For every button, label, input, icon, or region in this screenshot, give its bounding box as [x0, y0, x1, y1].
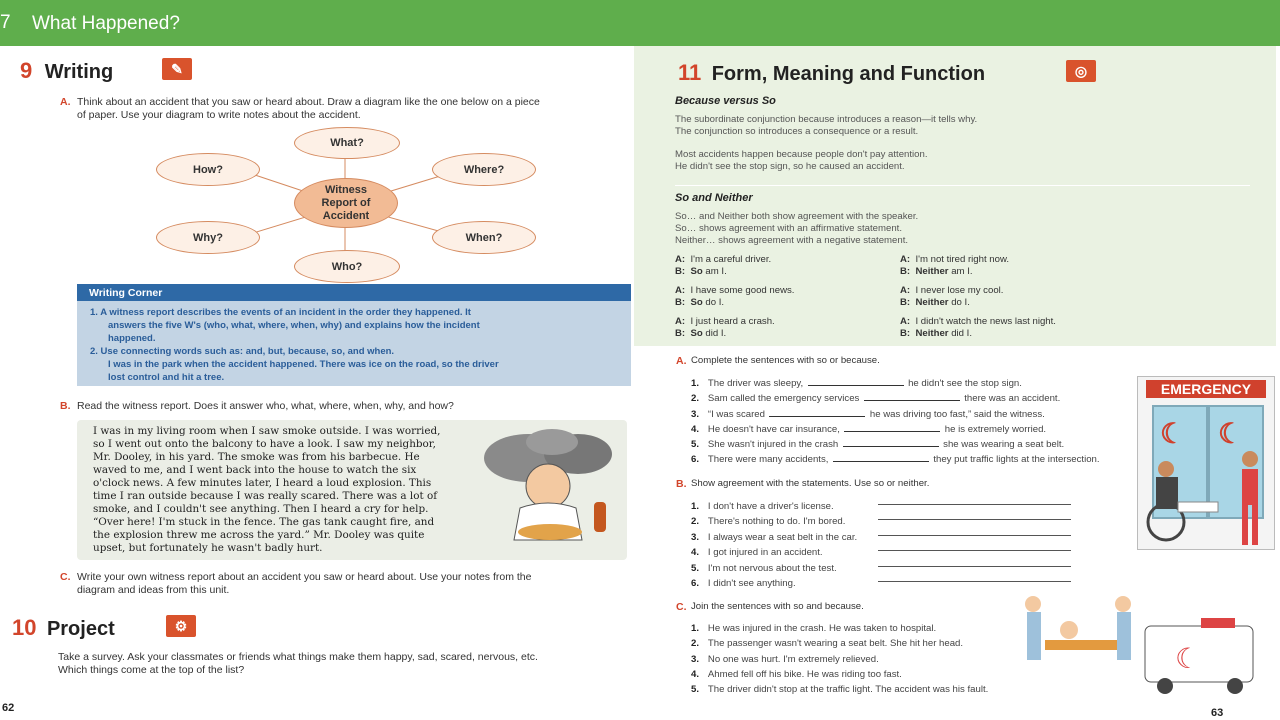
- dialog-a: I never lose my cool.: [915, 285, 1004, 296]
- center-label: Accident: [322, 209, 370, 222]
- answer-line[interactable]: [878, 550, 1071, 551]
- grammar-because-so: [675, 114, 1255, 173]
- corner-line: answers the five W's (who, what, where, when, why) and explains how the incident: [108, 320, 480, 331]
- grammar-line: The subordinate conjunction because introduces a reason—it tells why.: [675, 114, 978, 125]
- item-text: There's nothing to do. I'm bored.: [707, 516, 846, 528]
- dialog-b: do I.: [951, 297, 970, 308]
- item-text: I got injured in an accident.: [707, 547, 823, 559]
- fill-blank[interactable]: [843, 438, 939, 447]
- item-number: 2.: [691, 393, 700, 405]
- answer-line[interactable]: [878, 581, 1071, 582]
- project-gears-icon: ⚙: [166, 615, 196, 637]
- grammar-subtitle: Because versus So: [675, 95, 776, 107]
- dialog-a: I didn't watch the news last night.: [915, 316, 1056, 327]
- wheelchair-patient-illustration: [1138, 447, 1274, 547]
- grammar-divider: [675, 185, 1250, 186]
- grammar-subtitle: So and Neither: [675, 192, 753, 204]
- diagram-node-who: Who?: [294, 250, 400, 283]
- exercise-b-list: [691, 496, 871, 588]
- instruction-line: diagram and ideas from this unit.: [77, 584, 230, 596]
- diagram-node-what: What?: [294, 127, 400, 159]
- list-item: [691, 449, 1131, 464]
- answer-line[interactable]: [878, 504, 1071, 505]
- fill-blank[interactable]: [833, 453, 929, 462]
- dialog-examples-neither: [900, 254, 1180, 340]
- dialog-b-keyword: So: [690, 266, 703, 277]
- section-title: Project: [46, 618, 115, 640]
- diagram-node-where: Where?: [432, 153, 536, 186]
- item-text: He doesn't have car insurance,: [707, 423, 840, 435]
- story-line: so I went out onto the balcony to have a look. I saw my neighbor,: [93, 438, 436, 450]
- speaker-a-label: A:: [900, 285, 911, 296]
- item-number: 6.: [691, 454, 700, 466]
- story-line: Mr. Dooley, in his yard. The smoke was from his barbecue. He: [93, 451, 420, 463]
- grammar-so-neither: [675, 211, 1255, 247]
- item-number: 4.: [691, 423, 700, 435]
- grammar-line: He didn't see the stop sign, so he caused an accident.: [675, 161, 905, 172]
- project-line: Take a survey. Ask your classmates or friends what things make them happy, sad, scared, nervous, etc.: [58, 651, 538, 663]
- section-title: Writing: [44, 61, 114, 83]
- answer-line[interactable]: [878, 519, 1071, 520]
- story-line: o'clock news. A few minutes later, I heard a loud explosion. This: [93, 477, 432, 489]
- section-project-heading: [12, 615, 115, 641]
- spiral-icon: ◎: [1066, 60, 1096, 82]
- exercise-c-instructions: [77, 571, 637, 597]
- exercise-b-instructions: Read the witness report. Does it answer who, what, where, when, why, and how?: [77, 400, 454, 412]
- project-text: [58, 651, 628, 677]
- grammar-line: Most accidents happen because people don't pay attention.: [675, 149, 928, 160]
- dialog-pair: [675, 316, 895, 340]
- exercise-b-instructions: Show agreement with the statements. Use so or neither.: [691, 478, 930, 489]
- speaker-a-label: A:: [675, 316, 686, 327]
- grammar-line: Neither… shows agreement with a negative statement.: [675, 235, 909, 246]
- dialog-pair: [675, 285, 895, 309]
- list-item: [691, 404, 1131, 419]
- dialog-pair: [900, 254, 1180, 278]
- page-number-left: 62: [2, 702, 15, 714]
- dialog-a: I just heard a crash.: [690, 316, 775, 327]
- item-number: 5.: [691, 439, 700, 451]
- fill-blank[interactable]: [864, 392, 960, 401]
- item-text: “I was scared: [707, 408, 765, 420]
- story-line: the explosion threw me across the yard.” Mr. Dooley was quite: [93, 529, 425, 541]
- dialog-b-keyword: Neither: [915, 266, 949, 277]
- exercise-c-list: [691, 618, 1021, 694]
- exercise-a-instructions: Complete the sentences with so or because.: [691, 355, 880, 366]
- speaker-b-label: B:: [675, 297, 686, 308]
- story-line: time I ran outside because I was really scared. There was a lot of: [93, 490, 438, 502]
- dialog-a: I have some good news.: [690, 285, 795, 296]
- exercise-c-instructions: Join the sentences with so and because.: [691, 601, 864, 612]
- grammar-line: The conjunction so introduces a consequence or a result.: [675, 126, 919, 137]
- dialog-pair: [900, 285, 1180, 309]
- speaker-b-label: B:: [900, 328, 911, 339]
- instruction-line: of paper. Use your diagram to write notes about the accident.: [77, 109, 361, 121]
- dialog-pair: [900, 316, 1180, 340]
- list-item: [691, 511, 871, 526]
- list-item: [691, 649, 1021, 664]
- exercise-letter: B.: [60, 400, 71, 412]
- speaker-b-label: B:: [900, 266, 911, 277]
- speaker-a-label: A:: [900, 316, 911, 327]
- section-writing-heading: [20, 58, 113, 84]
- dialog-b-keyword: Neither: [915, 297, 949, 308]
- witness-report-text: [93, 425, 473, 555]
- exercise-letter: C.: [60, 571, 71, 583]
- item-text: Ahmed fell off his bike. He was riding too fast.: [707, 668, 902, 680]
- dialog-b: did I.: [705, 328, 727, 339]
- story-line: smoke, and I couldn't see anything. Then I heard a cry for help.: [93, 503, 429, 515]
- story-line: waved to me, and I went back into the house to watch the six: [93, 464, 417, 476]
- section-fmf-heading: [678, 60, 985, 86]
- list-item: [691, 573, 871, 588]
- corner-line: 2. Use connecting words such as: and, but, because, so, and when.: [90, 346, 395, 357]
- list-item: [691, 373, 1131, 388]
- diagram-node-why: Why?: [156, 221, 260, 254]
- speaker-b-label: B:: [675, 328, 686, 339]
- item-number: 4.: [691, 668, 700, 680]
- list-item: [691, 679, 1021, 694]
- item-text: I don't have a driver's license.: [707, 501, 834, 512]
- grammar-line: So… shows agreement with an affirmative statement.: [675, 223, 902, 234]
- item-number: 4.: [691, 547, 700, 559]
- svg-text:☾: ☾: [1175, 642, 1201, 675]
- item-number: 2.: [691, 638, 700, 650]
- writing-corner-content: [90, 306, 620, 384]
- list-item: [691, 664, 1021, 679]
- item-number: 5.: [691, 684, 700, 696]
- item-number: 3.: [691, 653, 700, 665]
- dialog-a: I'm a careful driver.: [690, 254, 772, 265]
- barbecue-explosion-illustration: [478, 428, 620, 546]
- corner-line: 1. A witness report describes the events of an incident in the order they happened. It: [90, 307, 471, 318]
- item-text: she was wearing a seat belt.: [943, 439, 1065, 451]
- writing-corner-header: [77, 284, 631, 301]
- instruction-line: Think about an accident that you saw or heard about. Draw a diagram like the one below on a piece: [77, 96, 540, 108]
- diagram-node-how: How?: [156, 153, 260, 186]
- dialog-b-keyword: Neither: [915, 328, 949, 339]
- center-label: Report of: [321, 196, 371, 209]
- writing-corner-title: Writing Corner: [89, 287, 163, 299]
- diagram-node-when: When?: [432, 221, 536, 254]
- fill-blank[interactable]: [808, 377, 904, 386]
- speaker-b-label: B:: [675, 266, 686, 277]
- item-text: they put traffic lights at the intersection.: [933, 454, 1100, 466]
- crescent-icon: ☾: [1160, 418, 1186, 449]
- dialog-b: do I.: [705, 297, 725, 308]
- list-item: [691, 434, 1131, 449]
- page-number-right: 63: [1211, 707, 1224, 719]
- item-number: 2.: [691, 516, 700, 528]
- story-line: “Over here! I'm stuck in the fence. The gas tank caught fire, and: [93, 516, 435, 528]
- unit-header-bar: [0, 0, 1280, 46]
- ambulance-stretcher-illustration: [1005, 592, 1265, 696]
- fill-blank[interactable]: [769, 408, 865, 417]
- answer-line[interactable]: [878, 566, 1071, 567]
- item-text: I always wear a seat belt in the car.: [707, 531, 858, 543]
- item-text: he was driving too fast,” said the witness.: [869, 408, 1045, 420]
- dialog-b-keyword: So: [690, 328, 703, 339]
- project-line: Which things come at the top of the list?: [58, 664, 245, 676]
- list-item: [691, 496, 871, 511]
- dialog-pair: [675, 254, 895, 278]
- list-item: [691, 618, 1021, 633]
- exercise-letter: A.: [676, 355, 687, 367]
- item-text: I'm not nervous about the test.: [707, 562, 837, 574]
- unit-number: 7: [0, 12, 11, 33]
- dialog-b: am I.: [705, 266, 727, 277]
- item-number: 3.: [691, 531, 700, 543]
- speaker-a-label: A:: [900, 254, 911, 265]
- section-title: Form, Meaning and Function: [711, 63, 986, 85]
- crescent-icon: ☾: [1218, 418, 1244, 449]
- list-item: [691, 633, 1021, 648]
- section-number: 11: [678, 60, 702, 85]
- emergency-illustration: [1137, 376, 1275, 550]
- story-line: I was in my living room when I saw smoke outside. I was worried,: [93, 425, 441, 437]
- item-text: The driver was sleepy,: [707, 378, 804, 389]
- story-line: upset, but fortunately he wasn't badly hurt.: [93, 542, 323, 554]
- center-label: Witness: [324, 183, 368, 196]
- exercise-letter: A.: [60, 96, 71, 108]
- list-item: [691, 558, 871, 573]
- speaker-a-label: A:: [675, 285, 686, 296]
- item-number: 6.: [691, 577, 700, 589]
- list-item: [691, 527, 871, 542]
- exercise-a-list: [691, 373, 1131, 465]
- list-item: [691, 388, 1131, 403]
- exercise-letter: C.: [676, 601, 687, 613]
- item-number: 1.: [691, 501, 700, 512]
- item-text: She wasn't injured in the crash: [707, 439, 839, 451]
- item-text: Sam called the emergency services: [707, 393, 860, 405]
- grammar-line: So… and Neither both show agreement with the speaker.: [675, 211, 919, 222]
- answer-line[interactable]: [878, 535, 1071, 536]
- diagram-center-node: [294, 178, 398, 228]
- item-number: 1.: [691, 623, 700, 634]
- dialog-b-keyword: So: [690, 297, 703, 308]
- item-text: I didn't see anything.: [707, 577, 796, 589]
- speaker-b-label: B:: [900, 297, 911, 308]
- exercise-letter: B.: [676, 478, 687, 490]
- item-text: He was injured in the crash. He was taken to hospital.: [707, 623, 937, 634]
- item-text: No one was hurt. I'm extremely relieved.: [707, 653, 879, 665]
- instruction-line: Write your own witness report about an accident you saw or heard about. Use your notes from the: [77, 571, 532, 583]
- section-number: 9: [20, 58, 33, 83]
- item-text: The driver didn't stop at the traffic light. The accident was his fault.: [707, 684, 989, 696]
- item-text: he is extremely worried.: [944, 423, 1047, 435]
- item-text: There were many accidents,: [707, 454, 829, 466]
- item-number: 3.: [691, 408, 700, 420]
- item-number: 5.: [691, 562, 700, 574]
- list-item: [691, 419, 1131, 434]
- item-text: he didn't see the stop sign.: [908, 378, 1022, 389]
- corner-line: I was in the park when the accident happened. There was ice on the road, so the driver: [108, 359, 499, 370]
- corner-line: lost control and hit a tree.: [108, 372, 225, 383]
- writing-pen-icon: ✎: [162, 58, 192, 80]
- item-text: there was an accident.: [964, 393, 1061, 405]
- dialog-b: did I.: [951, 328, 973, 339]
- corner-line: happened.: [108, 333, 156, 344]
- dialog-examples-so: [675, 254, 895, 340]
- speaker-a-label: A:: [675, 254, 686, 265]
- item-text: The passenger wasn't wearing a seat belt. She hit her head.: [707, 638, 964, 650]
- list-item: [691, 542, 871, 557]
- dialog-a: I'm not tired right now.: [915, 254, 1010, 265]
- dialog-b: am I.: [951, 266, 973, 277]
- section-number: 10: [12, 615, 37, 640]
- item-number: 1.: [691, 378, 700, 389]
- emergency-sign: EMERGENCY: [1146, 380, 1266, 398]
- exercise-a-instructions: [77, 96, 637, 122]
- fill-blank[interactable]: [844, 423, 940, 432]
- unit-title: What Happened?: [32, 13, 180, 34]
